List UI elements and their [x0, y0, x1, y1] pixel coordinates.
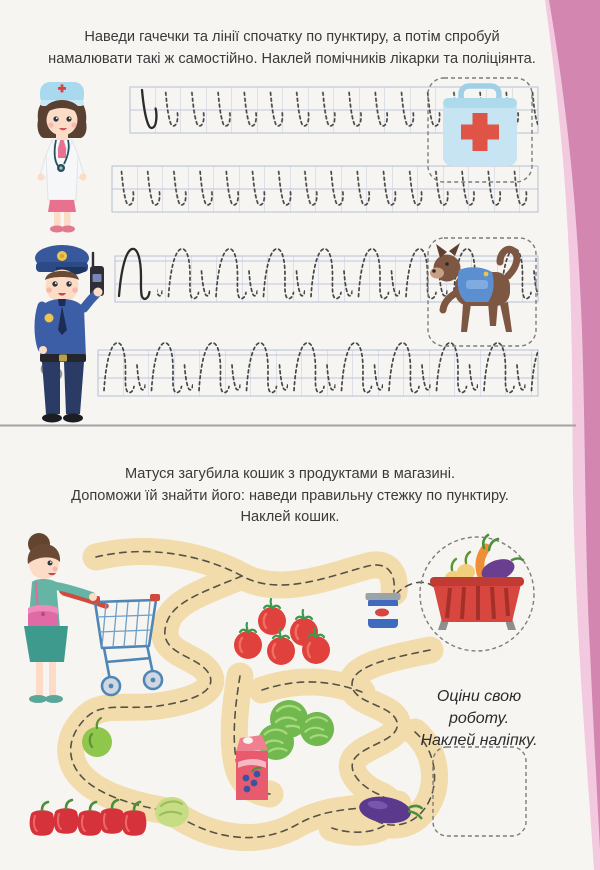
rate-line-1: Оціни свою роботу.	[436, 688, 522, 727]
bottom-instruction-line-1: Матуся загубила кошик з продуктами в магазині.	[124, 466, 455, 482]
first-aid-kit-icon	[443, 86, 517, 166]
bottom-instruction-line-3: Наклей кошик.	[240, 509, 340, 525]
trace-row-4[interactable]	[98, 332, 538, 396]
trace-row-2[interactable]	[112, 166, 538, 212]
bottom-instruction-line-2: Допоможи їй знайти його: наведи правильну стежку по пунктиру.	[71, 487, 509, 504]
tomatoes	[234, 599, 330, 665]
sticker-zone-basket[interactable]	[420, 535, 534, 651]
sticker-zone-rating[interactable]	[433, 747, 526, 836]
doctor-illustration	[37, 82, 86, 233]
grocery-basket-icon	[430, 535, 524, 630]
bottom-instruction	[20, 464, 560, 529]
cabbages	[258, 700, 334, 760]
green-apple-icon	[82, 727, 112, 757]
rate-line-2: Наклей наліпку.	[420, 732, 538, 749]
rate-your-work-prompt	[412, 686, 546, 752]
top-instruction-line-2: намалювати такі ж самостійно. Наклей помічників лікарки та поліціянта.	[48, 50, 536, 67]
small-cabbage-icon	[155, 797, 189, 827]
canned-jar-icon	[366, 593, 401, 628]
juice-carton-icon	[236, 735, 268, 800]
top-instruction	[28, 27, 556, 70]
police-officer-illustration	[35, 245, 104, 423]
book-cover-edge	[545, 0, 600, 870]
top-instruction-line-1: Наведи гачечки та лінії спочатку по пунктиру, а потім спробуй	[84, 29, 500, 45]
